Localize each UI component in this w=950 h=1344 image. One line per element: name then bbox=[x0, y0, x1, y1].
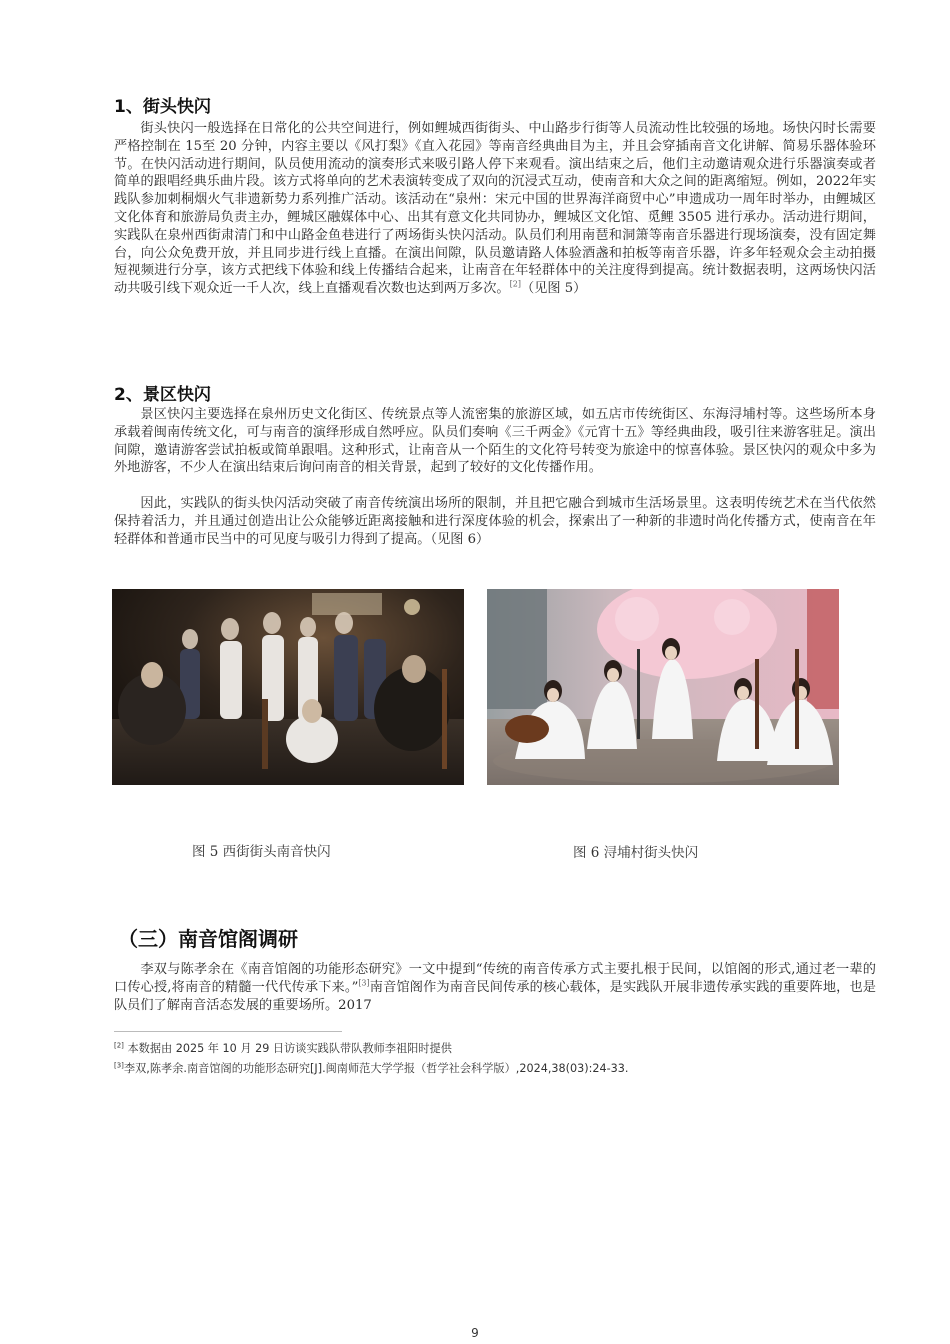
section-heading-nanyin-hall-research: （三）南音馆阁调研 bbox=[118, 927, 298, 951]
figure-6-caption: 图 6 浔埔村街头快闪 bbox=[573, 845, 699, 861]
xunpu-village-performance-image bbox=[487, 589, 839, 785]
paragraph-text: 街头快闪一般选择在日常化的公共空间进行，例如鲤城西街街头、中山路步行街等人员流动性比较强的场地。场快闪时长需要严格控制在 15至 20 分钟，内容主要以《风打梨》《直入花园》等南音经典曲目为主，并且会穿插南音文化讲解、简易乐器体验环节。在快闪活动进行期间，队员使用流动的演奏形式来吸引路人停下来观看。演出结束之后，他们主动邀请观众进行乐器演奏或者简单的跟唱经典乐曲片段。该方式将单向的艺术表演转变成了双向的沉浸式互动，使南音和大众之间的距离缩短。例如，2022年实践队参加刺桐烟火气非遗新势力系列推广活动。该活动在“泉州：宋元中国的世界海洋商贸中心”申遗成功一周年时举办，由鲤城区文化体育和旅游局负责主办，鲤城区融媒体中心、出其有意文化共同协办，鲤城区文化馆、觅鲤 3505 进行承办。活动进行期间，实践队在泉州西街肃清门和中山路金鱼巷进行了两场街头快闪活动。队员们利用南琶和洞箫等南音乐器进行现场演奏，没有固定舞台，向公众免费开放，并且同步进行线上直播。在演出间隙，队员邀请路人体验酒盏和拍板等南音乐器，许多年轻观众会主动拍摄短视频进行分享，该方式把线下体验和线上传播结合起来，让南音在年轻群体中的关注度得到提高。统计数据表明，这两场快闪活动共吸引线下观众近一千人次，线上直播观看次数也达到两万多次。 bbox=[114, 121, 876, 297]
page-number: 9 bbox=[471, 1326, 479, 1340]
night-street-performance-image bbox=[112, 589, 464, 785]
reference-mark-2: [2] bbox=[509, 279, 521, 289]
section-heading-street-flashmob: 1、街头快闪 bbox=[114, 97, 211, 117]
section-heading-scenic-flashmob: 2、景区快闪 bbox=[114, 385, 211, 405]
footnote-text: 李双,陈孝余.南音馆阁的功能形态研究[J].闽南师范大学学报（哲学社会科学版）,2024,38(03):24-33. bbox=[123, 1062, 629, 1075]
footnote-mark: [2] bbox=[114, 1041, 124, 1050]
footnote-text: 本数据由 2025 年 10 月 29 日访谈实践队带队教师李祖阳时提供 bbox=[123, 1042, 452, 1055]
reference-mark-3: [3] bbox=[358, 978, 370, 988]
paragraph-nanyin-hall bbox=[114, 961, 876, 1014]
figure-5-caption: 图 5 西街街头南音快闪 bbox=[192, 844, 331, 860]
paragraph-street-flashmob bbox=[114, 120, 876, 298]
footnote-3 bbox=[114, 1060, 628, 1076]
footnote-2 bbox=[114, 1040, 452, 1056]
footnote-divider bbox=[114, 1031, 342, 1032]
paragraph-scenic-flashmob: 景区快闪主要选择在泉州历史文化街区、传统景点等人流密集的旅游区域，如五店市传统街区、东海浔埔村等。这些场所本身承载着闽南传统文化，可与南音的演绎形成自然呼应。队员们奏响《三千两金》《元宵十五》等经典曲段，吸引往来游客驻足。演出间隙，邀请游客尝试拍板或简单跟唱。这种形式，让南音从一个陌生的文化符号转变为旅途中的惊喜体验。景区快闪的观众中多为外地游客，不少人在演出结束后询问南音的相关背景，起到了较好的文化传播作用。 bbox=[114, 407, 876, 476]
footnote-mark: [3] bbox=[114, 1061, 124, 1070]
figure-reference: （见图 5） bbox=[520, 281, 587, 297]
figure-5-photo bbox=[112, 589, 464, 785]
paragraph-text: 李双与陈孝余在《南音馆阁的功能形态研究》一文中提到“传统的南音传承方式主要扎根于民间，以馆阁的形式,通过老一辈的口传心授,将南音的精髓一代代传承下来。” bbox=[114, 962, 876, 995]
paragraph-conclusion: 因此，实践队的街头快闪活动突破了南音传统演出场所的限制，并且把它融合到城市生活场景里。这表明传统艺术在当代依然保持着活力，并且通过创造出让公众能够近距离接触和进行深度体验的机会，探索出了一种新的非遗时尚化传播方式，使南音在年轻群体和普通市民当中的可见度与吸引力得到了提高。（见图 6） bbox=[114, 496, 876, 547]
paragraph-text-continued: 南音馆阁作为南音民间传承的核心载体，是实践队开展非遗传承实践的重要阵地，也是队员们了解南音活态发展的重要场所。2017 bbox=[114, 979, 876, 1013]
figure-6-photo bbox=[487, 589, 839, 785]
